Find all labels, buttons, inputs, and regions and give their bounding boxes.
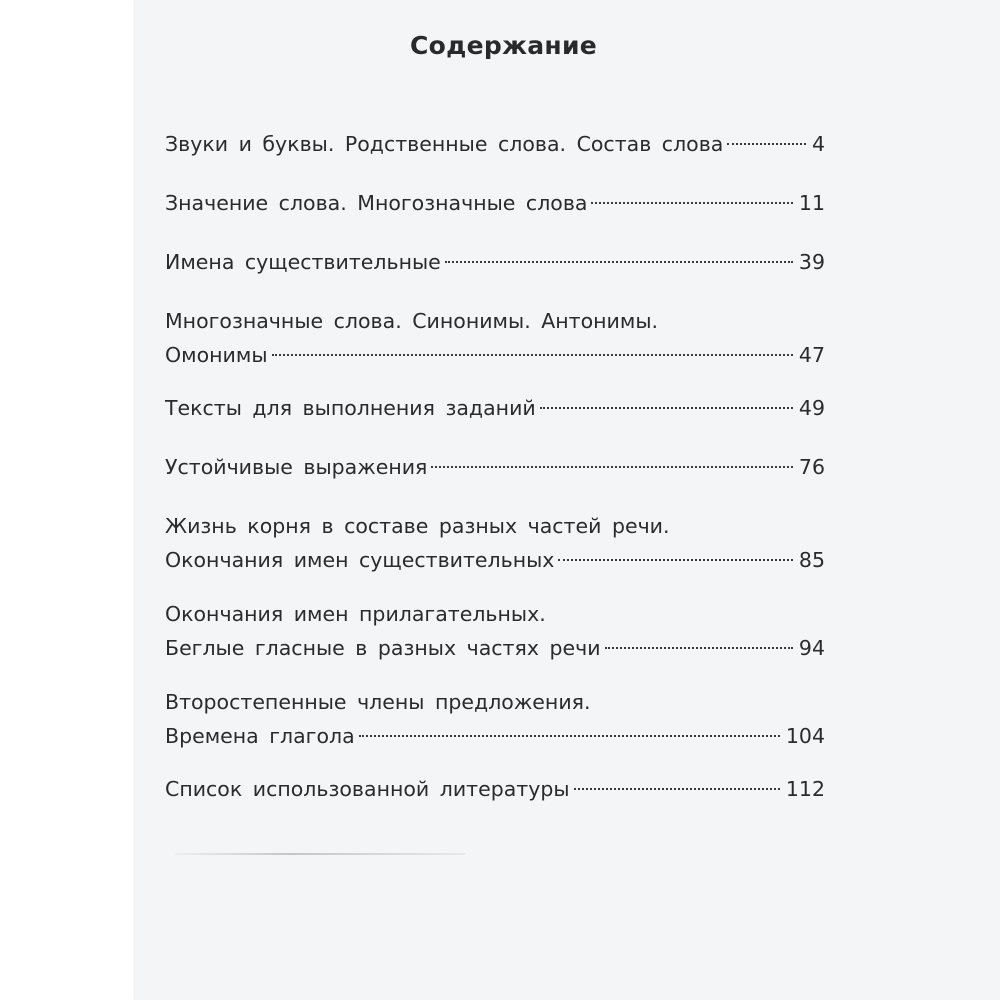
toc-page-number: 49 — [798, 396, 825, 420]
dot-leader — [431, 466, 793, 468]
toc-entry-title-line1: Второстепенные члены предложения. — [165, 690, 591, 714]
toc-entry — [165, 597, 825, 665]
toc-entry-title: Имена существительные — [165, 250, 441, 274]
toc-entry-title-line1: Жизнь корня в составе разных частей речи. — [165, 514, 670, 538]
dot-leader — [574, 788, 780, 790]
toc-entry-title: Времена глагола — [165, 724, 355, 748]
dot-leader — [359, 735, 780, 737]
toc-entry — [165, 509, 825, 577]
toc-entry-title: Значение слова. Многозначные слова — [165, 191, 588, 215]
toc-page-number: 104 — [785, 724, 825, 748]
toc-entry — [165, 391, 825, 425]
toc-page-number: 11 — [798, 191, 825, 215]
dot-leader — [272, 354, 793, 356]
toc-entry-title: Тексты для выполнения заданий — [165, 396, 536, 420]
dot-leader — [445, 261, 793, 263]
toc-entry-title: Окончания имен существительных — [165, 548, 555, 572]
dot-leader — [591, 202, 792, 204]
toc-entry — [165, 186, 825, 220]
toc-page-number: 76 — [798, 455, 825, 479]
dot-leader — [605, 647, 793, 649]
toc-page-number: 39 — [798, 250, 825, 274]
page-title: Содержание — [410, 31, 598, 60]
toc-entry — [165, 127, 825, 161]
dot-leader — [558, 559, 792, 561]
toc-page-number: 112 — [785, 777, 825, 801]
toc-entry — [165, 304, 825, 372]
toc-entry — [165, 245, 825, 279]
toc-page-number: 47 — [798, 343, 825, 367]
toc-entry-title-line1: Окончания имен прилагательных. — [165, 602, 546, 626]
toc-entry-title: Устойчивые выражения — [165, 455, 428, 479]
toc-entry-title-line1: Многозначные слова. Синонимы. Антонимы. — [165, 309, 659, 333]
toc-page-number: 4 — [811, 132, 825, 156]
toc-page-number: 94 — [798, 636, 825, 660]
toc-entry — [165, 450, 825, 484]
dot-leader — [540, 407, 793, 409]
toc-entry-title: Список использованной литературы — [165, 777, 570, 801]
toc-entry-title: Омонимы — [165, 343, 268, 367]
toc-entry-title: Звуки и буквы. Родственные слова. Состав слова — [165, 132, 724, 156]
toc-entry — [165, 772, 825, 806]
dot-leader — [727, 143, 806, 145]
toc-entry-title: Беглые гласные в разных частях речи — [165, 636, 601, 660]
toc-page-number: 85 — [798, 548, 825, 572]
toc-entry — [165, 685, 825, 753]
pencil-mark — [175, 853, 465, 855]
